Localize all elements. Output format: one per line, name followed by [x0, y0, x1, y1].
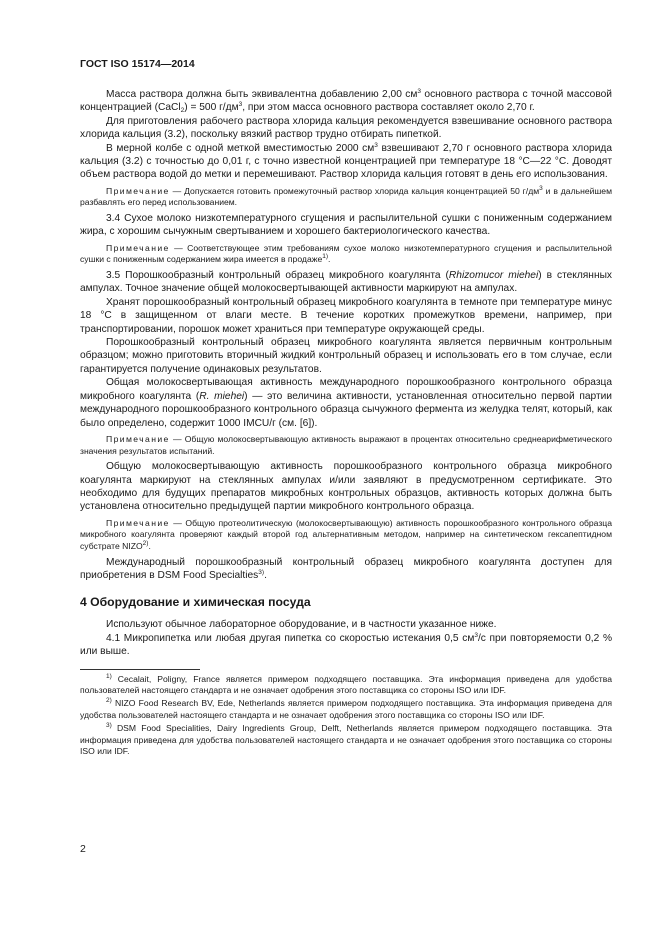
paragraph-ampoule-marking: Общую молокосвертывающую активность порошкообразного контрольного образца микробного коагулянта маркируют на стеклянных ампулах и/или заявляют в предусмотренном сертификате. Это необходимо для будущих препаратов микробных контрольных образцов, активность которых должна быть установлена относительно предыдущей партии микробного контрольного образца. [80, 461, 612, 513]
paragraph-lab-equipment: Используют обычное лабораторное оборудование, и в частности указанное ниже. [106, 619, 497, 631]
paragraph-3-5-coagulant: 3.5 Порошкообразный контрольный образец микробного коагулянта (Rhizomucor miehei) в стеклянных ампулах. Точное значение общей молокосвертывающей активности маркируют на ампулах. [80, 270, 612, 295]
note-activity-percent: Примечание — Общую молокосвертывающую активность выражают в процентах относительно среднеарифметического значения результатов испытаний. [80, 433, 612, 456]
footnote-divider [80, 669, 200, 670]
footnote: $^{3)}$ DSM Food Specialities, Dairy Ingredients Group, Delft, Netherlands является примером подходящего поставщика. Эта информация приведена для удобства пользователей настоящего стандарта и не означает одобрения этого поставщика со стороны ISO или IDF. [80, 722, 612, 756]
paragraph-3-4-milk-powder: 3.4 Сухое молоко низкотемпературного сгущения и распылительной сушки с пониженным содержанием жира, с хорошим сычужным свертыванием и хорошего бактериологического качества. [80, 213, 612, 238]
paragraph-total-activity: Общая молокосвертывающая активность международного порошкообразного контрольного образца микробного коагулянта (R. miehei) — это величина активности, установленная относительно первой партии международного порошкообразного контрольного образца сычужного фермента из желудка телят, который, как было определено, содержит 1000 IMCU/г (см. [6]). [80, 377, 612, 429]
note-intermediate-solution: Примечание — Допускается готовить промежуточный раствор хлорида кальция концентрацией 50 $г/дм^3$ и в дальнейшем разбавлять его перед использованием. [80, 184, 612, 208]
page-header: ГОСТ ISO 15174—2014 [80, 58, 195, 70]
paragraph-storage: Хранят порошкообразный контрольный образец микробного коагулянта в темноте при температуре минус 18 °С в защищенном от влаги месте. В течение коротких промежутков времени, например, при транспортировании, порошок может храниться при температуре окружающей среды. [80, 296, 612, 335]
paragraph-solution-mass: Масса раствора должна быть эквивалентна добавлению 2,00 $см^3$ основного раствора с точной массовой концентрацией (CaCl$_2$) = 500 $г/дм^3$, при этом масса основного раствора составляет около 2,70 г. [80, 88, 612, 115]
page-content [80, 88, 612, 759]
section-heading-4: 4 Оборудование и химическая посуда [80, 595, 311, 610]
paragraph-4-1-micropipette: 4.1 Микропипетка или любая другая пипетка со скоростью истекания 0,5 $см^3/с$ при повторяемости 0,2 % или выше. [80, 631, 612, 658]
paragraph-working-solution: Для приготовления рабочего раствора хлорида кальция рекомендуется взвешивание основного раствора хлорида кальция (3.2), поскольку вязкий раствор трудно отбирать пипеткой. [80, 115, 612, 141]
paragraph-availability: Международный порошкообразный контрольный образец микробного коагулянта доступен для приобретения в DSM Food Specialties$^{3)}$. [80, 556, 612, 581]
footnote: $^{1)}$ Cecalait, Poligny, France является примером подходящего поставщика. Эта информация приведена для удобства пользователей настоящего стандарта и не означает одобрения этого поставщика со стороны ISO или IDF. [80, 672, 612, 695]
page-number: 2 [80, 843, 86, 855]
note-milk-powder: Примечание — Соответствующее этим требованиям сухое молоко низкотемпературного сгущения и распылительной сушки с пониженным содержанием жира имеется в продаже$^{1)}$. [80, 242, 612, 265]
footnote: $^{2)}$ NIZO Food Research BV, Ede, Netherlands является примером подходящего поставщика. Эта информация приведена для удобства пользователей настоящего стандарта и не означает одобрения этого поставщика со стороны ISO или IDF. [80, 697, 612, 720]
paragraph-primary-reference: Порошкообразный контрольный образец микробного коагулянта является первичным контрольным образцом; можно приготовить вторичный жидкий контрольный образец и использовать его в том случае, если гарантируется получение одинаковых результатов. [80, 337, 612, 375]
paragraph-volumetric-flask: В мерной колбе с одной меткой вместимостью 2000 $см^3$ взвешивают 2,70 г основного раствора хлорида кальция (3.2) с точностью до 0,01 г, с точно известной концентрацией при температуре 18 °С—22 °С. Доводят объем раствора водой до метки и перемешивают. Раствор хлорида кальция готовят в день его использования. [80, 141, 613, 181]
note-proteolytic-activity: Примечание — Общую протеолитическую (молокосвертывающую) активность порошкообразного контрольного образца микробного коагулянта проверяют каждый второй год альтернативным методом, например на синтетическом гексапептидном субстрате NIZO$^{2)}$. [80, 517, 612, 551]
